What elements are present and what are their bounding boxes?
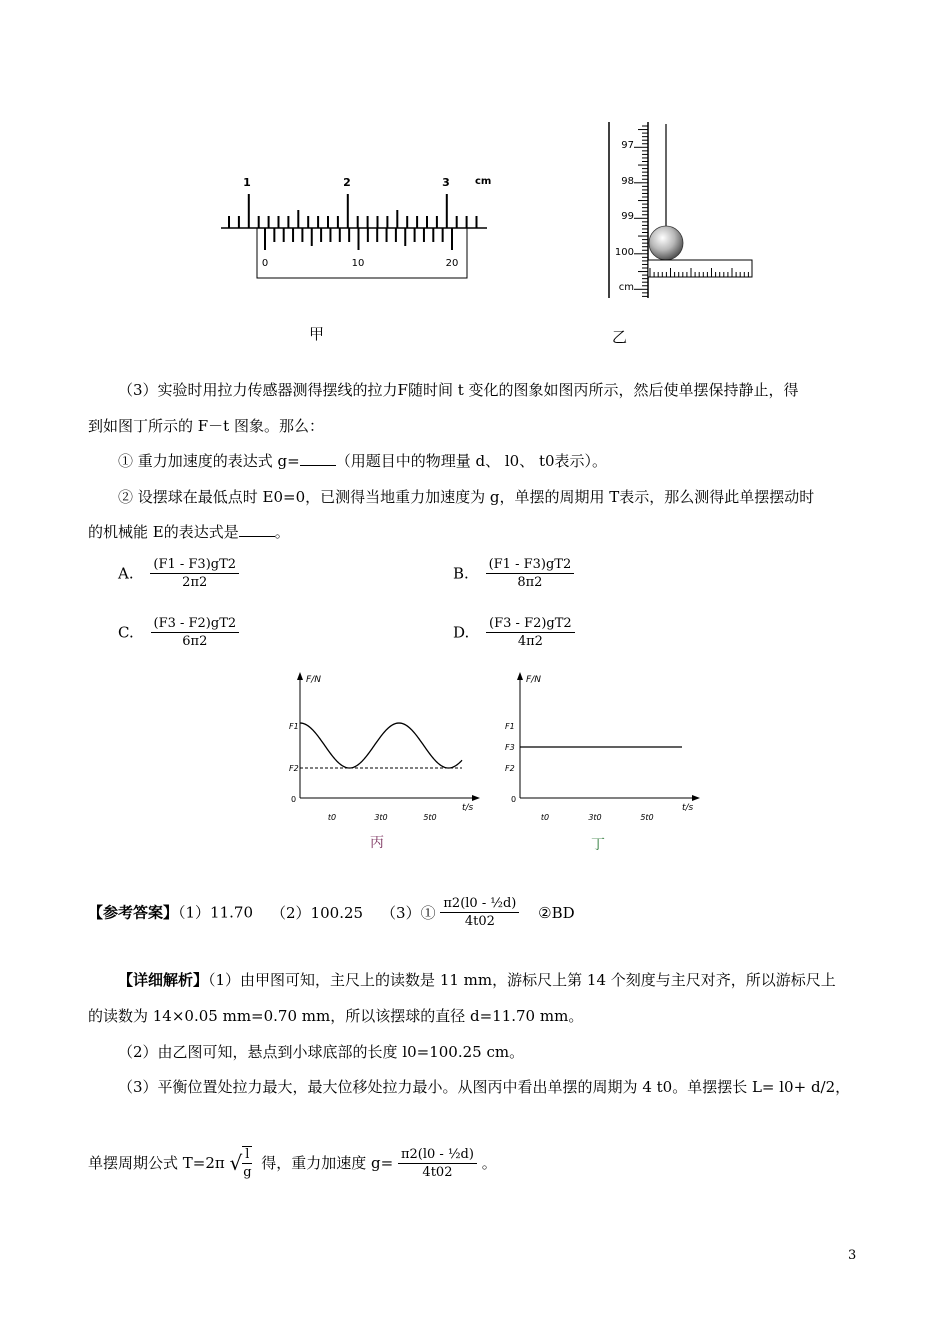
main-scale-label-1: 1 [243,176,251,189]
q3-sub2-line2-pre: 的机械能 E的表达式是 [88,523,239,541]
bing-tick-t0: t0 [327,813,337,822]
option-d [453,616,575,649]
figure-yi-caption: 乙 [612,328,628,346]
bing-y-label: F/N [306,675,321,685]
ding-tick-f3: F3 [505,743,515,752]
figure-ding-f-t-graph [500,668,705,828]
q3-sub1-post: （用题目中的物理量 d、 l0、 t0表示）。 [335,452,608,470]
scale-label-98: 98 [621,176,634,187]
bing-tick-3t0: 3t0 [374,813,388,822]
option-d-label: D. [453,623,470,642]
analysis-p1-line1 [118,970,836,990]
option-c [118,616,239,649]
pendulum-ball [649,226,683,260]
analysis-p4-mid: 得，重力加速度 g= [261,1154,394,1172]
option-b-label: B. [453,564,469,583]
ding-tick-f2: F2 [505,764,515,773]
bing-tick-f2: F2 [289,764,299,773]
bing-tick-f1: F1 [289,722,299,731]
answer-3-post: ②BD [538,903,575,922]
figure-bing-f-t-graph [280,668,485,828]
analysis-p4-denominator: 4t02 [422,1164,453,1180]
vernier-label-0: 0 [261,258,269,269]
option-a-numerator: (F1 - F3)gT2 [150,557,239,574]
answer-blank-g [300,451,336,466]
answer-3-denominator: 4t02 [464,914,495,929]
bing-tick-5t0: 5t0 [423,813,437,822]
analysis-p4-numerator: π2(l0 - ½d) [398,1147,477,1164]
ding-tick-t0: t0 [540,813,550,822]
option-b-numerator: (F1 - F3)gT2 [486,557,575,574]
figure-jia-vernier-caliper [215,170,505,290]
ding-y-label: F/N [526,675,541,685]
option-a [118,557,239,590]
ding-tick-5t0: 5t0 [640,813,654,822]
analysis-p3: （3）平衡位置处拉力最大，最大位移处拉力最小。从图丙中看出单摆的周期为 4 t0。单摆摆长 L= l0+ d/2， [118,1078,851,1096]
option-b [453,557,574,590]
analysis-p1-line1-text: （1）由甲图可知，主尺上的读数是 11 mm，游标尺上第 14 个刻度与主尺对齐，所以游标尺上 [208,971,836,989]
ding-origin: 0 [511,795,517,804]
analysis-title: 【详细解析】 [118,971,209,989]
answer-1: （1）11.70 [178,903,254,922]
option-c-denominator: 6π2 [182,634,208,649]
figure-yi-meter-stick [592,118,762,303]
option-d-numerator: (F3 - F2)gT2 [486,616,575,633]
option-b-denominator: 8π2 [517,575,543,590]
sqrt-numerator: l [242,1147,252,1164]
option-a-denominator: 2π2 [182,575,208,590]
analysis-p1-line2: 的读数为 14×0.05 mm=0.70 mm，所以该摆球的直径 d=11.70 mm。 [88,1007,584,1025]
ding-x-label: t/s [682,803,694,813]
answer-3-numerator: π2(l0 - ½d) [440,896,519,913]
reference-answer [88,896,575,929]
answer-3-pre: （3）① [381,903,436,922]
q3-sub2-line2-post: 。 [274,523,290,541]
q3-line2: 到如图丁所示的 F－t 图象。那么： [88,417,324,435]
ding-tick-3t0: 3t0 [588,813,602,822]
answer-blank-e [239,522,275,537]
bing-tension-curve [300,723,462,768]
option-a-label: A. [118,564,134,583]
q3-sub1-pre: ① 重力加速度的表达式 g= [118,452,300,470]
ding-tick-f1: F1 [505,722,515,731]
figure-bing-caption: 丙 [370,835,384,851]
main-scale-unit: cm [475,176,492,187]
main-scale-label-2: 2 [343,176,351,189]
main-scale-label-3: 3 [442,176,450,189]
answer-title: 【参考答案】 [88,903,179,922]
figure-jia-caption: 甲 [309,325,325,343]
scale-label-97: 97 [621,140,634,151]
analysis-p2: （2）由乙图可知，悬点到小球底部的长度 l0=100.25 cm。 [118,1043,525,1061]
analysis-p4-post: 。 [481,1154,497,1172]
scale-unit: cm [618,282,634,293]
q3-sub1 [118,451,607,471]
analysis-p4 [88,1146,497,1180]
q3-sub2-line2 [88,522,290,542]
vernier-label-20: 20 [445,258,459,269]
sqrt-sign-icon: √ [229,1151,243,1175]
sqrt-denominator: g [243,1165,252,1180]
option-c-numerator: (F3 - F2)gT2 [151,616,240,633]
q3-sub2-line1: ② 设摆球在最低点时 E0=0，已测得当地重力加速度为 g，单摆的周期用 T表示，那么测得此单摆摆动时 [118,488,815,506]
vernier-label-10: 10 [351,258,365,269]
bing-x-label: t/s [462,803,474,813]
page-number: 3 [848,1248,857,1263]
figure-ding-caption: 丁 [591,837,605,853]
answer-2: （2）100.25 [271,903,364,922]
option-c-label: C. [118,623,134,642]
option-d-denominator: 4π2 [517,634,543,649]
q3-line1: （3）实验时用拉力传感器测得摆线的拉力F随时间 t 变化的图象如图丙所示，然后使单摆保持静止，得 [118,381,799,399]
analysis-p4-pre: 单摆周期公式 T=2π [88,1154,225,1172]
scale-label-99: 99 [621,211,634,222]
scale-label-100: 100 [614,247,634,258]
bing-origin: 0 [291,795,297,804]
